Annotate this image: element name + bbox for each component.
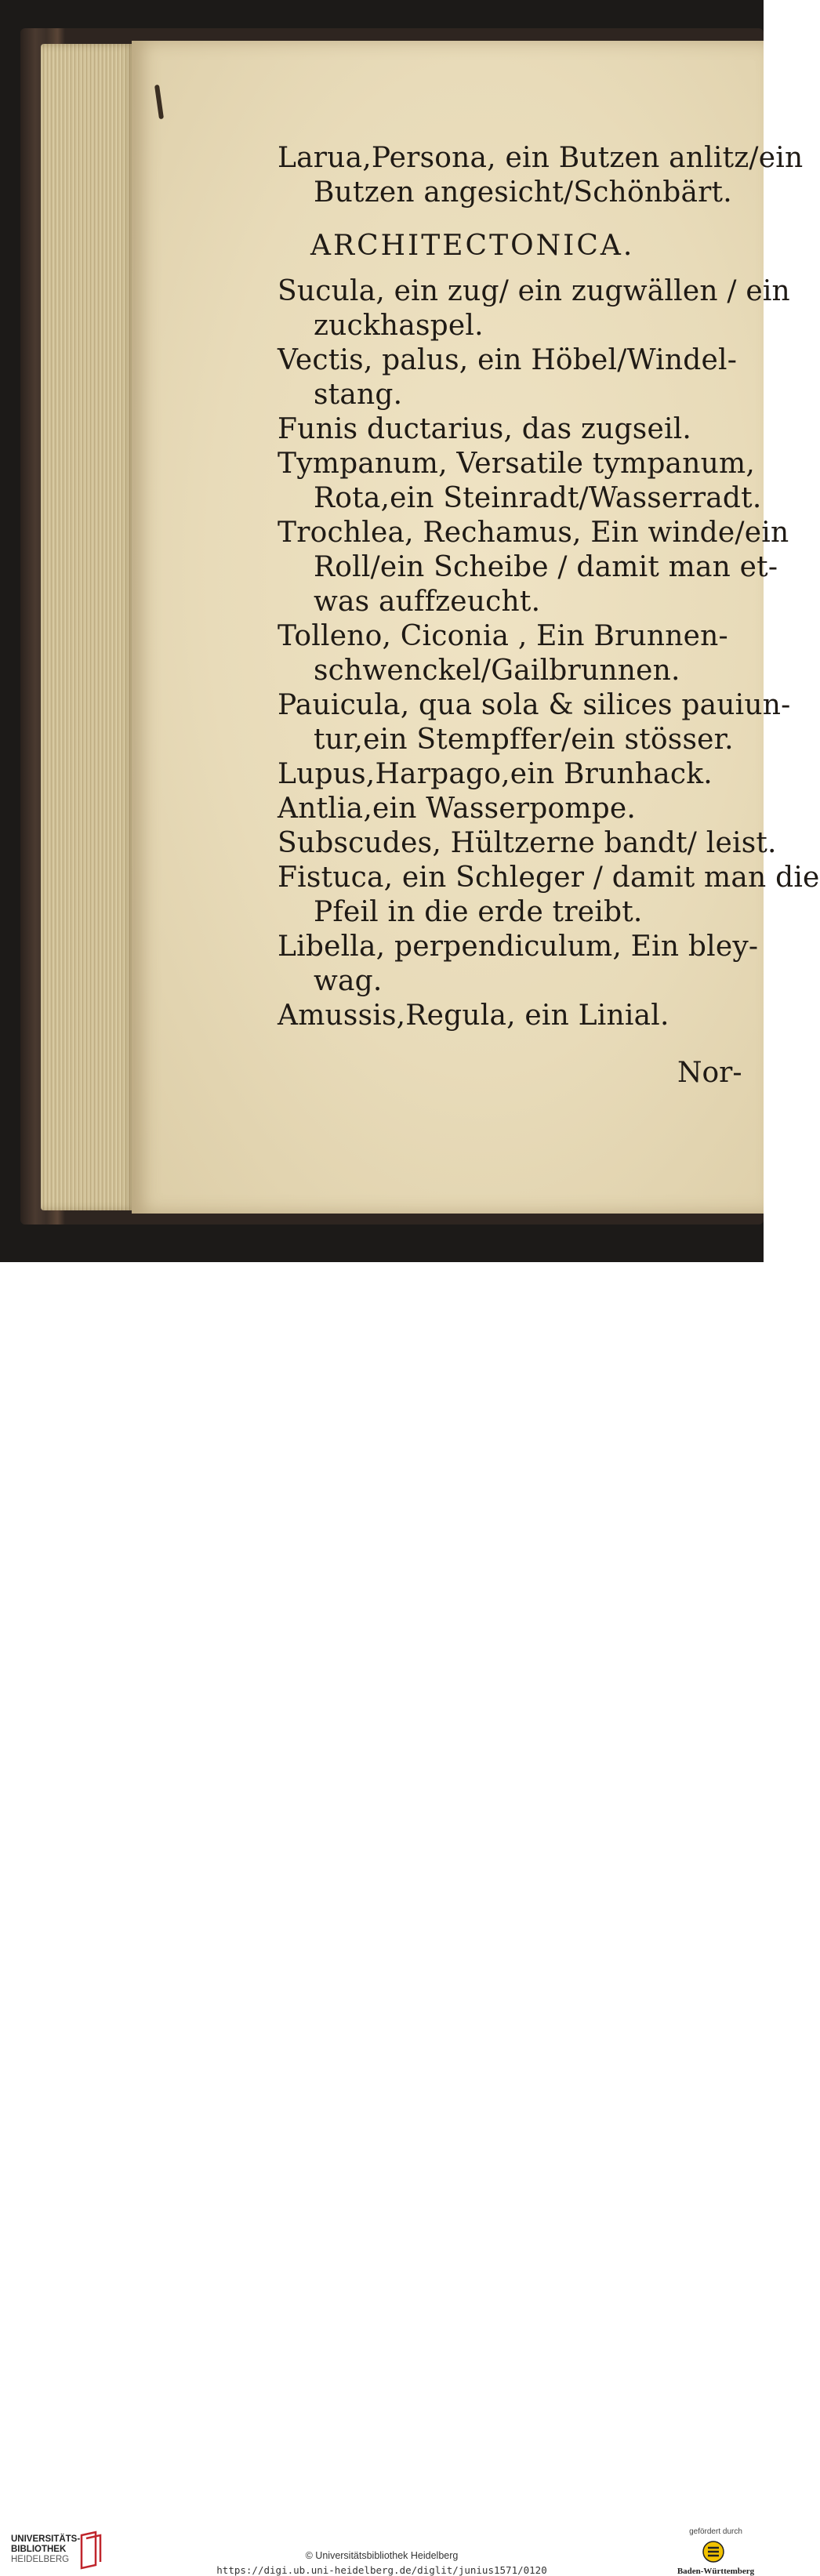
text-line: Lupus,Harpago,ein Brunhack. (278, 758, 713, 790)
text-line: wag. (314, 965, 383, 997)
text-line: tur,ein Stempffer/ein stösser. (314, 724, 734, 756)
permalink-url[interactable]: https://digi.ub.uni-heidelberg.de/diglit/junius1571/0120 (216, 2564, 547, 2576)
text-line: Sucula, ein zug/ ein zugwällen / ein (278, 275, 790, 307)
text-line: stang. (314, 379, 403, 411)
copyright-notice: © Universitätsbibliothek Heidelberg (305, 2550, 459, 2561)
section-heading: ARCHITECTONICA. (310, 230, 635, 262)
text-line: Subscudes, Hültzerne bandt/ leist. (278, 827, 777, 859)
library-name-line: UNIVERSITÄTS- (11, 2534, 81, 2544)
text-line: Roll/ein Scheibe / damit man et- (314, 551, 778, 583)
text-line: Pauicula, qua sola & silices pauiun- (278, 689, 791, 721)
text-line: Fistuca, ein Schleger / damit man die (278, 862, 820, 894)
viewer-footer (0, 1262, 764, 2576)
text-line: Butzen angesicht/Schönbärt. (314, 176, 732, 209)
library-name-line: BIBLIOTHEK (11, 2545, 67, 2554)
text-line: Tympanum, Versatile tympanum, (278, 448, 755, 480)
funder-name[interactable]: Baden-Württemberg (677, 2567, 755, 2576)
text-line: Trochlea, Rechamus, Ein winde/ein (278, 517, 789, 549)
text-line: Amussis,Regula, ein Linial. (278, 1000, 669, 1032)
text-line: Libella, perpendiculum, Ein bley- (278, 931, 759, 963)
text-line: Funis ductarius, das zugseil. (278, 413, 692, 445)
text-line: Vectis, palus, ein Höbel/Windel- (278, 344, 738, 376)
text-line: Pfeil in die erde treibt. (314, 896, 643, 928)
text-line: was auffzeucht. (314, 586, 541, 618)
text-line: zuckhaspel. (314, 310, 484, 342)
text-line: schwenckel/Gailbrunnen. (314, 655, 680, 687)
text-line: Rota,ein Steinradt/Wasserradt. (314, 482, 762, 514)
scanned-book-image (0, 0, 820, 1262)
text-line: Tolleno, Ciconia , Ein Brunnen- (278, 620, 728, 652)
library-name-line: HEIDELBERG (11, 2555, 70, 2564)
catchword: Nor- (677, 1057, 742, 1089)
baden-wuerttemberg-crest-icon (702, 2540, 725, 2563)
text-line: Larua,Persona, ein Butzen anlitz/ein (278, 142, 804, 174)
page-edges (41, 44, 135, 1210)
funded-by-label: gefördert durch (689, 2527, 742, 2536)
text-line: Antlia,ein Wasserpompe. (278, 793, 637, 825)
